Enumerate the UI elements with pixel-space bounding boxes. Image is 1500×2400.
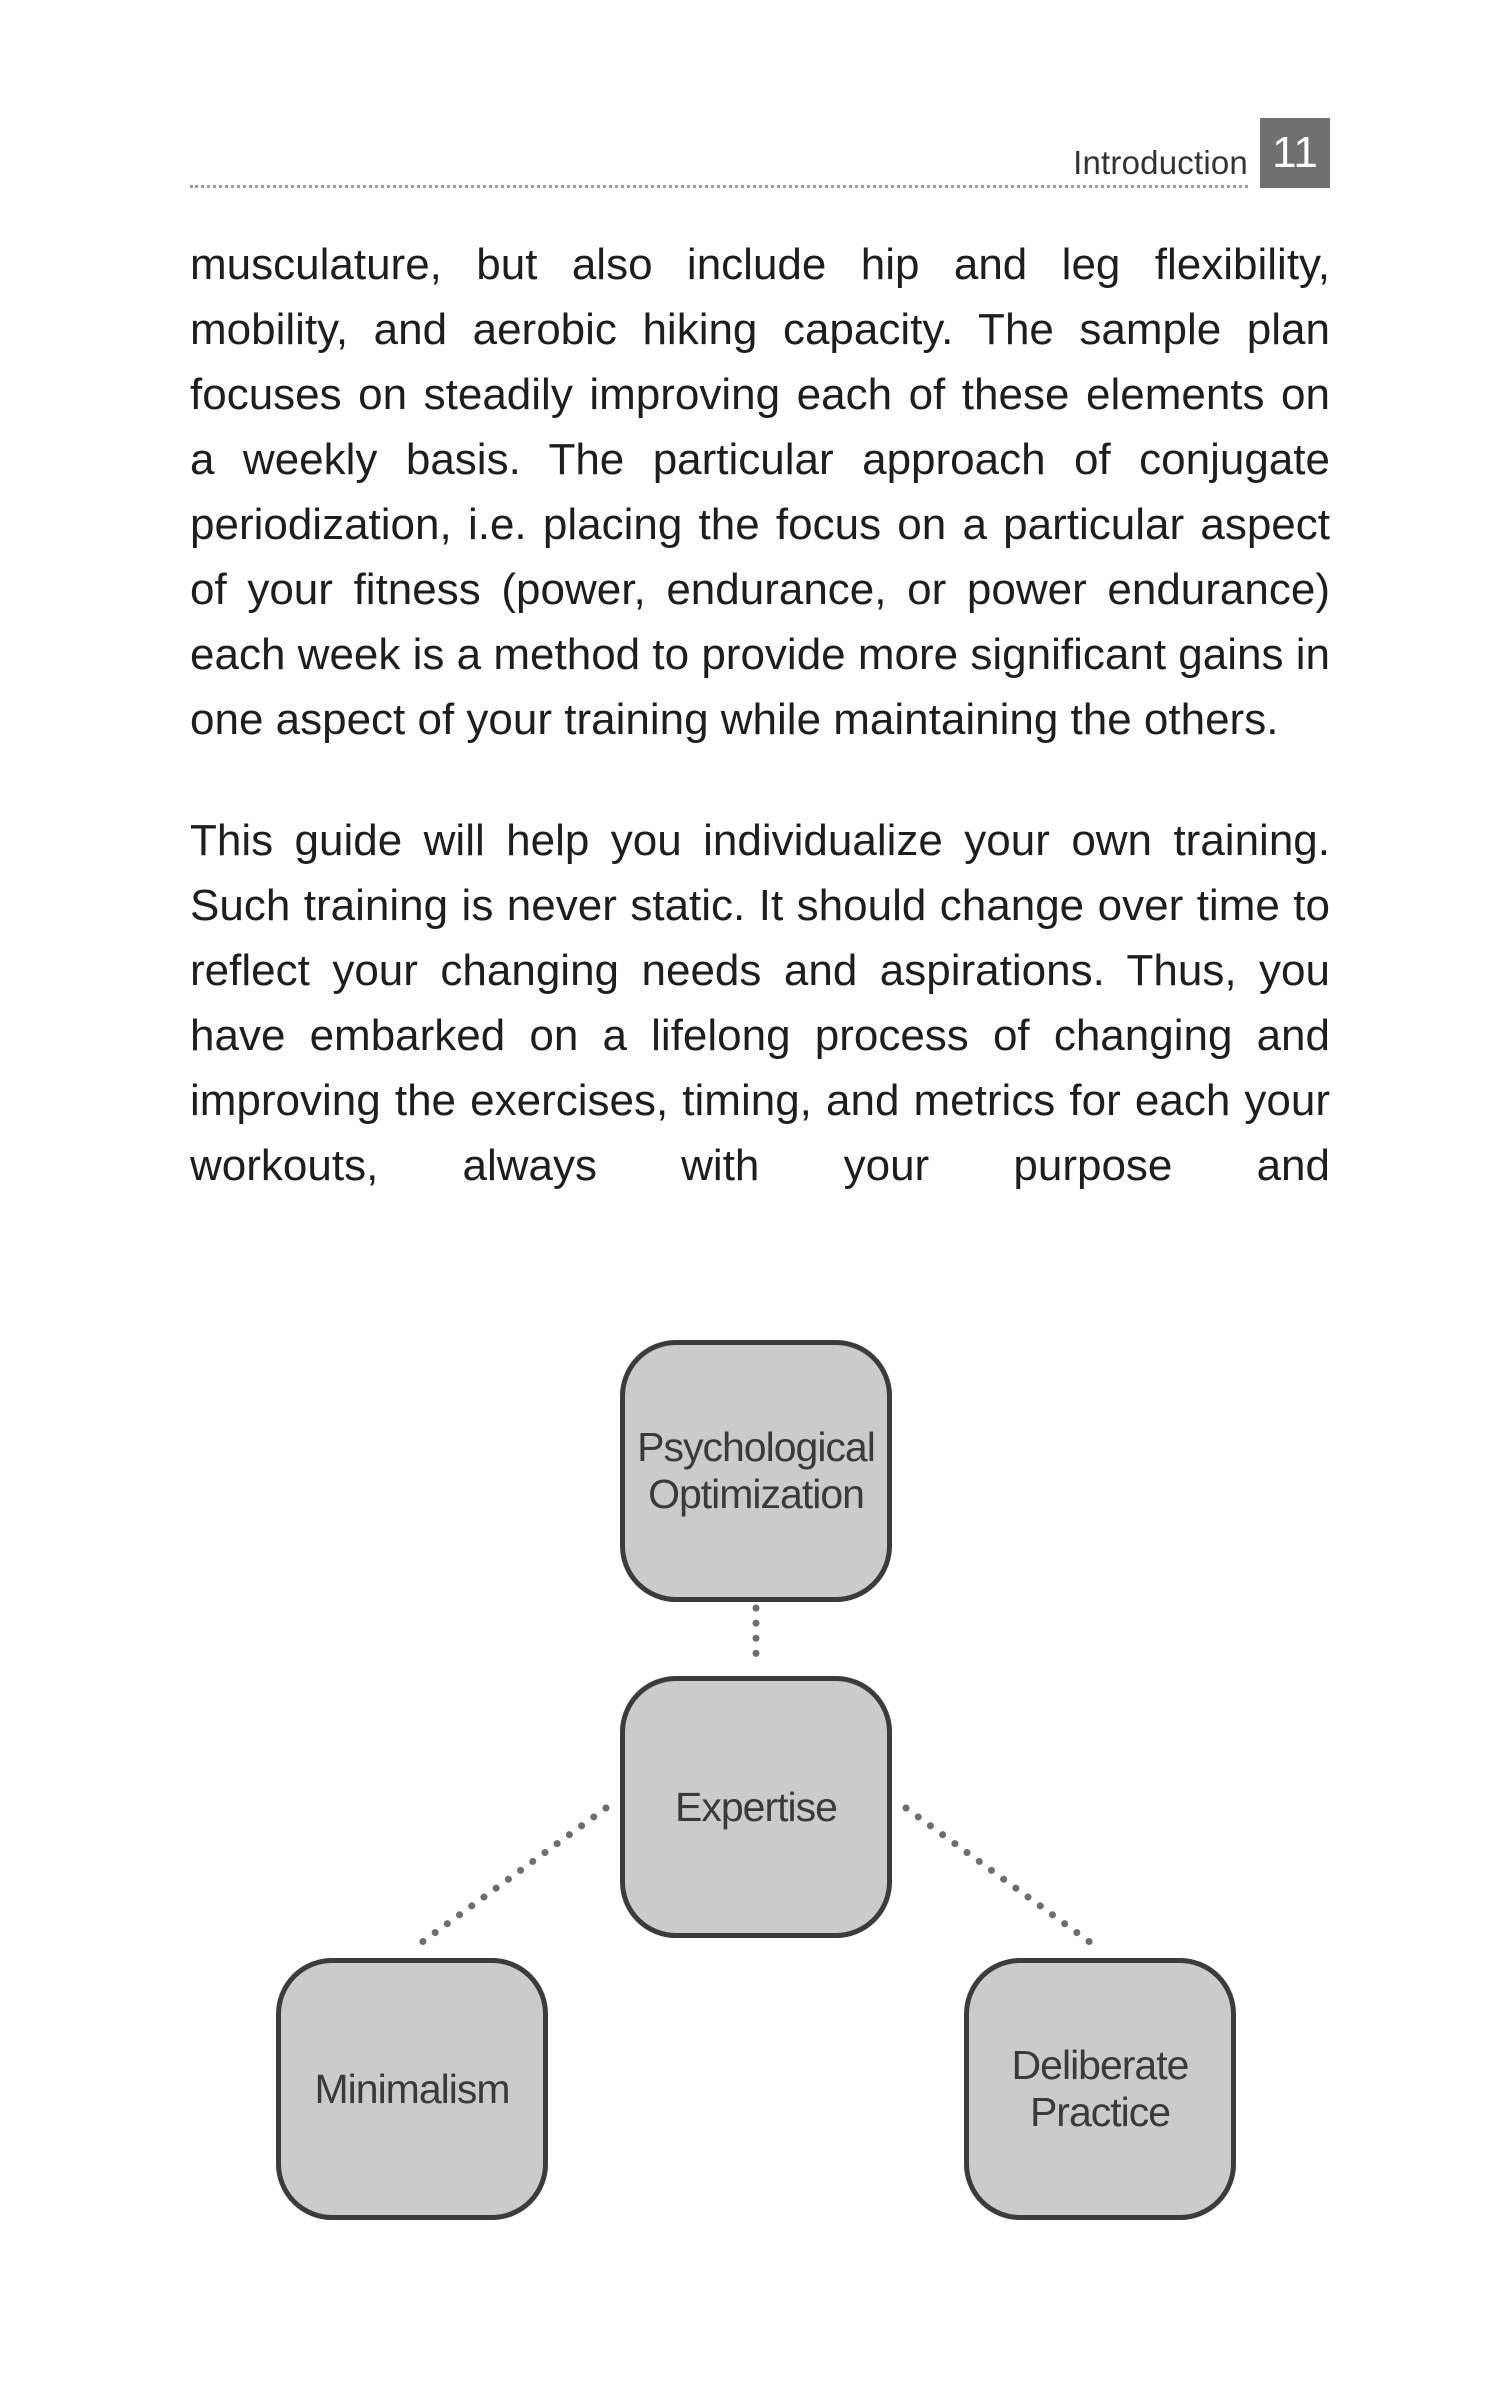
header-dotted-rule [190,185,1248,188]
node-label: Deliberate Practice [1011,2042,1189,2135]
page-number: 11 [1260,118,1330,188]
running-header [190,118,1330,190]
paragraph-1: musculature, but also include hip and leg flexibility, mobility, and aerobic hiking capacity. The sample plan focuses on steadily improving each of these elements on a weekly basis. The particular approach of conjugate periodization, i.e. placing the focus on a particular aspect of your fitness (power, endurance, or power endurance) each week is a method to provide more significant gains in one aspect of your training while maintaining the others. [190,240,1330,744]
node-deliberate-practice [964,1958,1236,2220]
node-label: Expertise [675,1783,837,1830]
paragraph-2: This guide will help you individualize your own training. Such training is never static. It should change over time to reflect your changing needs and aspirations. Thus, you have embarked on a lifelong process of changing and improving the exercises, timing, and metrics for each your workouts, always with your purpose and [190,816,1330,1190]
section-title: Introduction [1073,144,1248,181]
connector-center-right [906,1808,1098,1948]
node-expertise [620,1676,892,1938]
node-minimalism [276,1958,548,2220]
body-text [190,232,1330,1198]
node-psychological-optimization [620,1340,892,1602]
connector-center-left [414,1808,606,1948]
node-label: Psychological Optimization [637,1424,875,1517]
node-label: Minimalism [314,2065,510,2112]
